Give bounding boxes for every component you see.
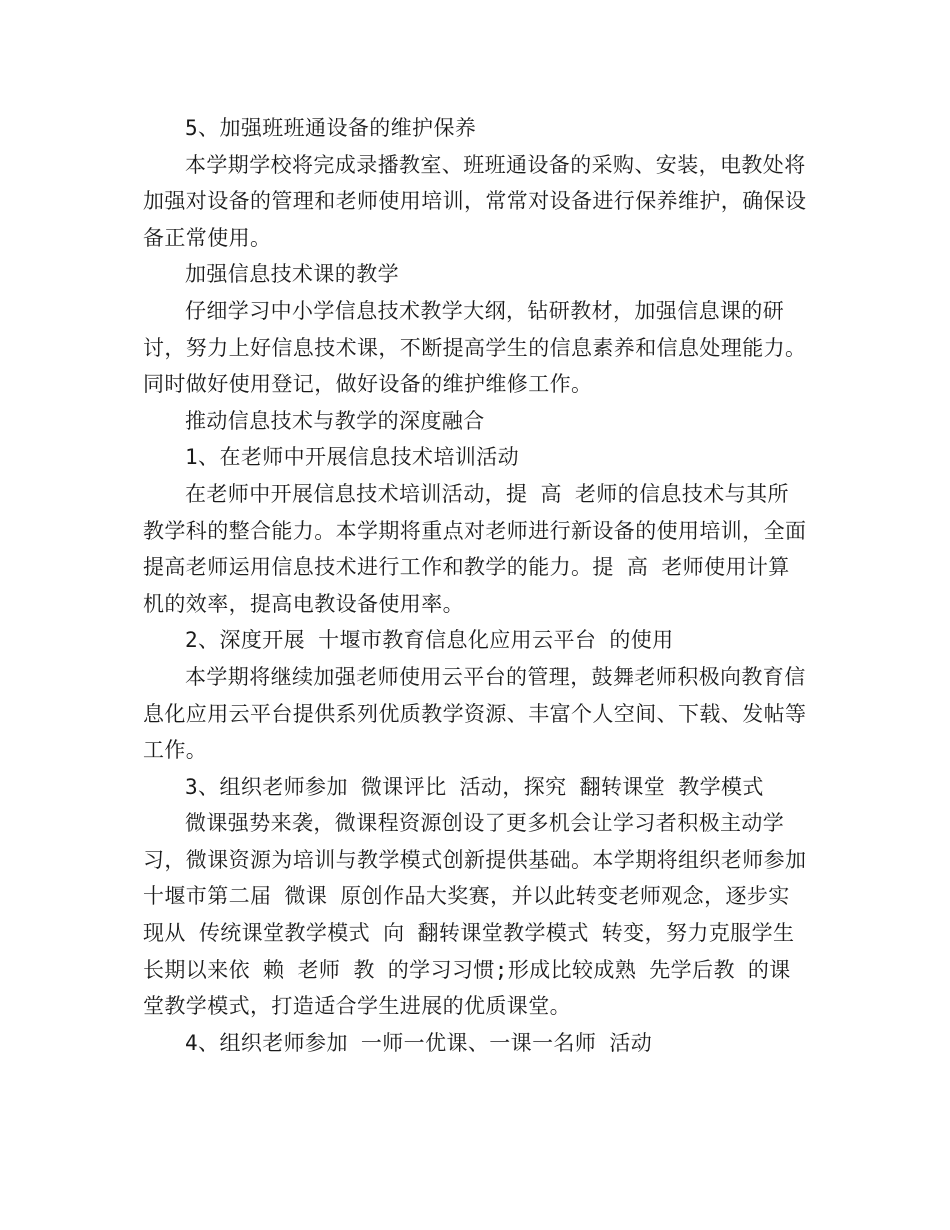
subheading-cloud-platform: 2、深度开展 十堰市教育信息化应用云平台 的使用 (185, 628, 674, 653)
subheading-excellent-lessons: 4、组织老师参加 一师一优课、一课一名师 活动 (185, 1030, 653, 1055)
paragraph-cloud-platform: 本学期将继续加强老师使用云平台的管理，鼓舞老师积极向教育信息化应用云平台提供系列优质教学资源、丰富个人空间、下载、发帖等工作。 (143, 664, 807, 763)
section-heading-device-maintenance: 5、加强班班通设备的维护保养 (185, 116, 477, 140)
section-heading-it-course: 加强信息技术课的教学 (185, 262, 399, 287)
paragraph-micro-lessons: 微课强势来袭，微课程资源创设了更多机会让学习者积极主动学习，微课资源为培训与教学模式创新提供基础。本学期将组织老师参加十堰市第二届 微课 原创作品大奖赛，并以此转变老师观念，逐步实现从 传统课堂教学模式 向 翻转课堂教学模式 转变，努力克服学生长期以来依 赖 老师 教 的学习习惯;形成比较成熟 先学后教 的课堂教学模式，打造适合学生进展的优质课堂。 (143, 811, 807, 1019)
paragraph-it-course: 仔细学习中小学信息技术教学大纲，钻研教材，加强信息课的研讨，努力上好信息技术课，不断提高学生的信息素养和信息处理能力。同时做好使用登记，做好设备的维护维修工作。 (143, 298, 807, 397)
subheading-micro-lessons: 3、组织老师参加 微课评比 活动，探究 翻转课堂 教学模式 (185, 774, 764, 799)
paragraph-device-maintenance: 本学期学校将完成录播教室、班班通设备的采购、安装，电教处将加强对设备的管理和老师使用培训，常常对设备进行保养维护，确保设备正常使用。 (143, 152, 807, 250)
paragraph-teacher-training: 在老师中开展信息技术培训活动，提 高 老师的信息技术与其所教学科的整合能力。本学期将重点对老师进行新设备的使用培训，全面提高老师运用信息技术进行工作和教学的能力。提 高 老师使用计算机的效率，提高电教设备使用率。 (143, 481, 807, 616)
subheading-teacher-training: 1、在老师中开展信息技术培训活动 (185, 445, 520, 470)
document-body (143, 110, 807, 1061)
section-heading-integration: 推动信息技术与教学的深度融合 (185, 408, 485, 433)
